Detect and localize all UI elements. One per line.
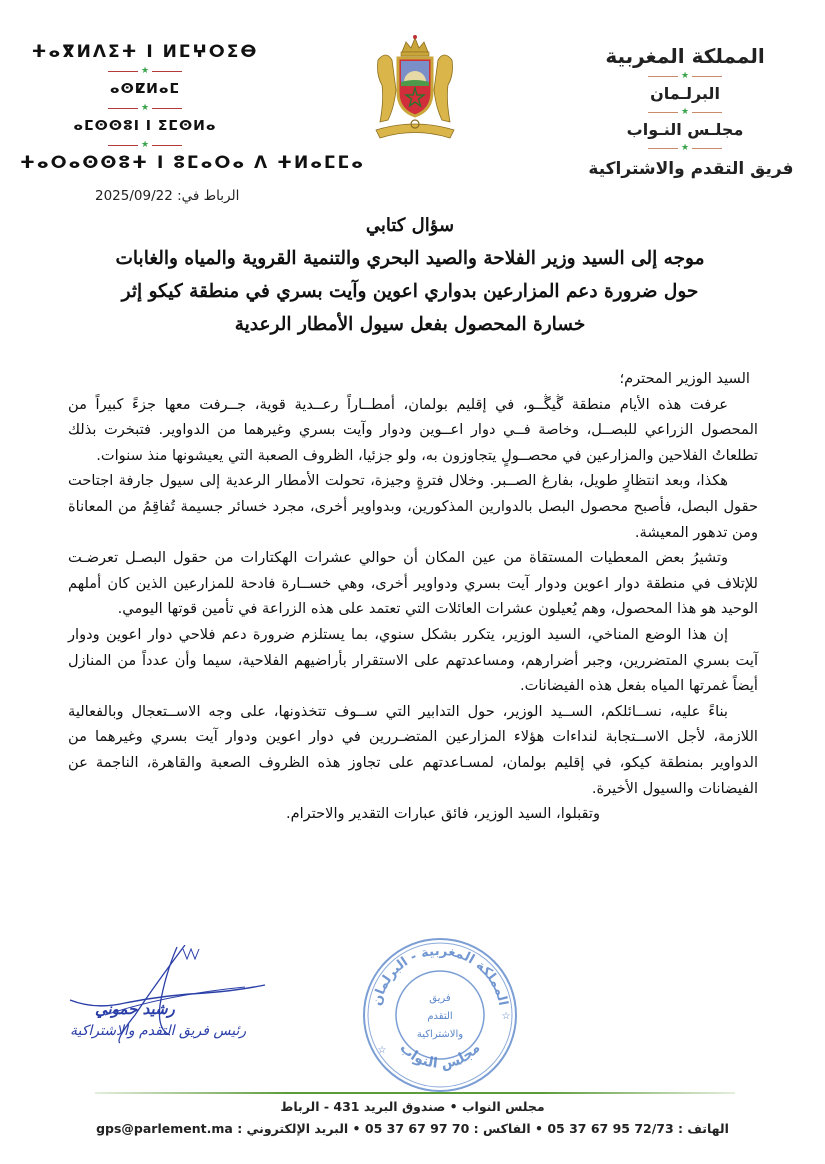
title-line: خسارة المحصول بفعل سيول الأمطار الرعدية — [234, 314, 586, 335]
tifinagh-house: ⴰⵎⵙⵙⵓⵏ ⵏ ⵉⵎⵙⵍⴰ — [73, 118, 217, 134]
letterhead-tifinagh — [20, 40, 365, 176]
signatory-name: رشيد حموني — [95, 1000, 175, 1018]
closing: وتقبلوا، السيد الوزير، فائق عبارات التقدير والاحترام. — [285, 805, 601, 823]
star-icon: ★ — [140, 66, 150, 76]
title-line: موجه إلى السيد وزير الفلاحة والصيد البحري والتنمية القروية والمياه والغابات — [115, 248, 705, 269]
footer-divider — [95, 1092, 735, 1094]
divider — [575, 106, 795, 118]
paragraph: عرفت هذه الأيام منطقة ڴيڴــو، في إقليم بولمان، أمطــاراً رعــدية قوية، جــرفت معها جزءً كبيراً من المحصول الزراعي للبصــل، وخاصة فــي دوار اعــوين ودوار وآيت بسري وغيرهما من الدواوير. فتبخرت بذلك تطلعاتُ الفلاحين والمزارعين في محصــولٍ يتجاوزون به، ولو جزئيا، الظروف الصعبة التي يعيشونها منذ سنوات. — [68, 395, 758, 464]
footer-address: مجلس النواب • صندوق البريد 431 - الرباط — [280, 1099, 545, 1114]
kingdom-name: المملكة المغربية — [605, 44, 765, 68]
paragraph: وتشيرُ بعض المعطيات المستقاة من عين المكان أن حوالي عشرات الهكتارات من حقول البصـل تعرضـت للإتلاف في منطقة دوار اعوين ودوار آيت بسري ودواوير أخرى، وهي خســارة فادحة للمزارعين الذين كان أملهم الوحيد هو هذا المحصول، وهم يُعيلون عشرات العائلات التي تعتمد على هذه الزراعة في تأمين قوتها اليومي. — [68, 549, 758, 618]
stamp-bottom-text: مجلس النواب — [396, 1039, 484, 1073]
footer-contacts — [0, 1121, 825, 1136]
stamp-inner-line: التقدم — [427, 1011, 453, 1022]
date-label: الرباط في: — [177, 188, 240, 204]
phone-label: الهاتف : — [678, 1121, 729, 1136]
email-label: • البريد الإلكتروني : — [237, 1121, 361, 1136]
phone-number: 05 37 67 95 72/73 — [547, 1121, 674, 1136]
official-stamp-icon — [360, 935, 520, 1095]
tifinagh-kingdom: ⵜⴰⴳⵍⴷⵉⵜ ⵏ ⵍⵎⵖⵔⵉⴱ — [31, 42, 259, 62]
paragraph: إن هذا الوضع المناخي، السيد الوزير، يتكرر بشكل سنوي، بما يستلزم ضرورة دعم فلاحي دوار اعوين ودوار آيت بسري المتضررين، وجبر أضرارهم، ومساعدتهم على الاستقرار بأراضيهم الفلاحية، سيما وأن عدداً من المنازل أيضاً غمرتها المياه بفعل هذه الفيضانات. — [68, 625, 758, 695]
house-name: مجلـس النـواب — [626, 120, 744, 139]
star-icon: ★ — [140, 140, 150, 150]
star-icon: ★ — [680, 143, 690, 153]
tifinagh-parliament: ⴰⵙⵇⵍⴰⵎ — [109, 81, 181, 97]
divider — [20, 139, 270, 151]
title-line: حول ضرورة دعم المزارعين بدواري اعوين وآيت بسري في منطقة كيكو إثر — [121, 281, 699, 302]
divider — [575, 70, 795, 82]
tifinagh-group: ⵜⴰⵔⴰⵙⵙⵓⵜ ⵏ ⵓⵎⴰⵔⴰ ⴷ ⵜⵍⴰⵎⵎⴰ — [20, 153, 365, 173]
divider — [20, 65, 270, 77]
star-icon: ☆ — [501, 1011, 511, 1022]
fax-label: • الفاكس : — [473, 1121, 543, 1136]
divider — [575, 142, 795, 154]
question-titles — [60, 210, 760, 341]
star-icon: ★ — [140, 103, 150, 113]
salutation: السيد الوزير المحترم؛ — [619, 370, 750, 387]
date-line — [95, 188, 239, 204]
star-icon: ☆ — [377, 1045, 387, 1056]
parliament-name: البرلـمان — [650, 84, 720, 103]
letterhead-arabic — [575, 42, 795, 184]
signatory-title: رئيس فريق التقدم والاشتراكية — [70, 1023, 247, 1039]
stamp-outer-text: المملكة المغربية - البرلمان — [369, 943, 511, 1008]
paragraph: هكذا، وبعد انتظارٍ طويل، بفارغ الصــبر. وخلال فترةٍ وجيزة، تحولت الأمطار الرعدية إلى سيول جارفة اجتاحت حقول البصل، فأصبح محصول البصل بالدوارين المذكورين، وبدواوير أخرى، مجرد خسائر جسيمة تُفاقِمُ من المعاناة ومن تدهور المعيشة. — [68, 472, 758, 541]
paragraph: بناءً عليه، نســائلكم، الســيد الوزير، حول التدابير التي ســوف تتخذونها، على وجه الاســتعجال وبالفعالية اللازمة، لأجل الاســتجابة لنداءات هؤلاء المزارعين المتضـررين في دوار اعوين ودوار آيت بسري وغيرهما من الدواوير بمنطقة كيكو، في إقليم بولمان، لمسـاعدتهم على تجاوز هذه الظروف الصعبة والقاهرة، الناجمة عن الفيضانات والسيول الأخيرة. — [68, 702, 758, 797]
stamp-inner-line: فريق — [429, 993, 451, 1004]
star-icon: ★ — [680, 107, 690, 117]
fax-number: 05 37 67 97 70 — [364, 1121, 470, 1136]
document-heading: سؤال كتابي — [365, 215, 455, 236]
email-link[interactable]: gps@parlement.ma — [96, 1121, 233, 1136]
letter-body — [68, 366, 758, 827]
coat-of-arms-icon — [370, 30, 460, 145]
star-icon: ★ — [680, 71, 690, 81]
group-name: فريق التقدم والاشتراكية — [588, 159, 794, 179]
stamp-inner-line: والاشتراكية — [416, 1029, 464, 1040]
divider — [20, 102, 270, 114]
date-value: 2025/09/22 — [95, 188, 173, 204]
svg-text:مجلس النواب — [396, 1040, 483, 1073]
